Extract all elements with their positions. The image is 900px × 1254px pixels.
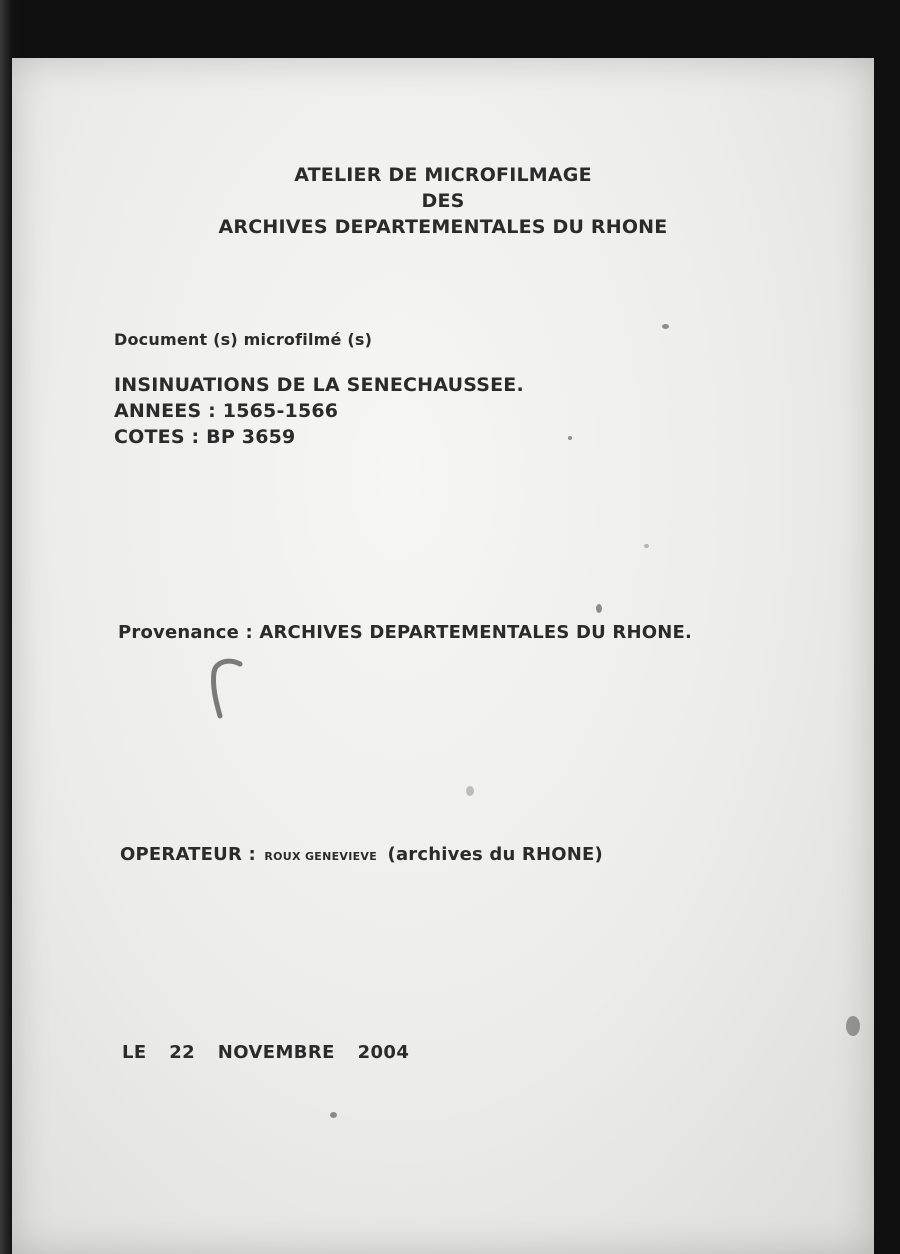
date-month: NOVEMBRE [217, 1042, 335, 1063]
handwritten-mark [206, 656, 246, 720]
film-speck [466, 786, 474, 796]
film-speck [662, 324, 669, 329]
operateur-affiliation: (archives du RHONE) [387, 844, 603, 865]
film-left-edge [0, 0, 12, 1254]
date-line [122, 1042, 425, 1063]
film-speck [644, 544, 649, 548]
date-day: 22 [169, 1042, 196, 1063]
operateur-name: ROUX GENEVIEVE [264, 850, 378, 863]
document-cotes: COTES : BP 3659 [114, 426, 296, 448]
film-speck [330, 1112, 337, 1118]
header-line-2: DES [421, 190, 465, 212]
film-speck [596, 604, 602, 613]
provenance-line: Provenance : ARCHIVES DEPARTEMENTALES DU RHONE. [118, 622, 693, 643]
document-details [114, 372, 524, 450]
document-label: Document (s) microfilmé (s) [114, 330, 373, 349]
document-title: INSINUATIONS DE LA SENECHAUSSEE. [114, 374, 524, 396]
document-sheet [12, 58, 874, 1254]
header-line-3: ARCHIVES DEPARTEMENTALES DU RHONE [218, 216, 668, 238]
header-line-1: ATELIER DE MICROFILMAGE [294, 164, 592, 186]
operateur-line [120, 844, 603, 865]
date-year: 2004 [357, 1042, 410, 1063]
operateur-label: OPERATEUR : [120, 844, 256, 865]
header-block [12, 162, 874, 240]
date-prefix: LE [122, 1042, 147, 1063]
film-speck [846, 1016, 860, 1036]
film-speck [568, 436, 572, 440]
document-annees: ANNEES : 1565-1566 [114, 400, 339, 422]
